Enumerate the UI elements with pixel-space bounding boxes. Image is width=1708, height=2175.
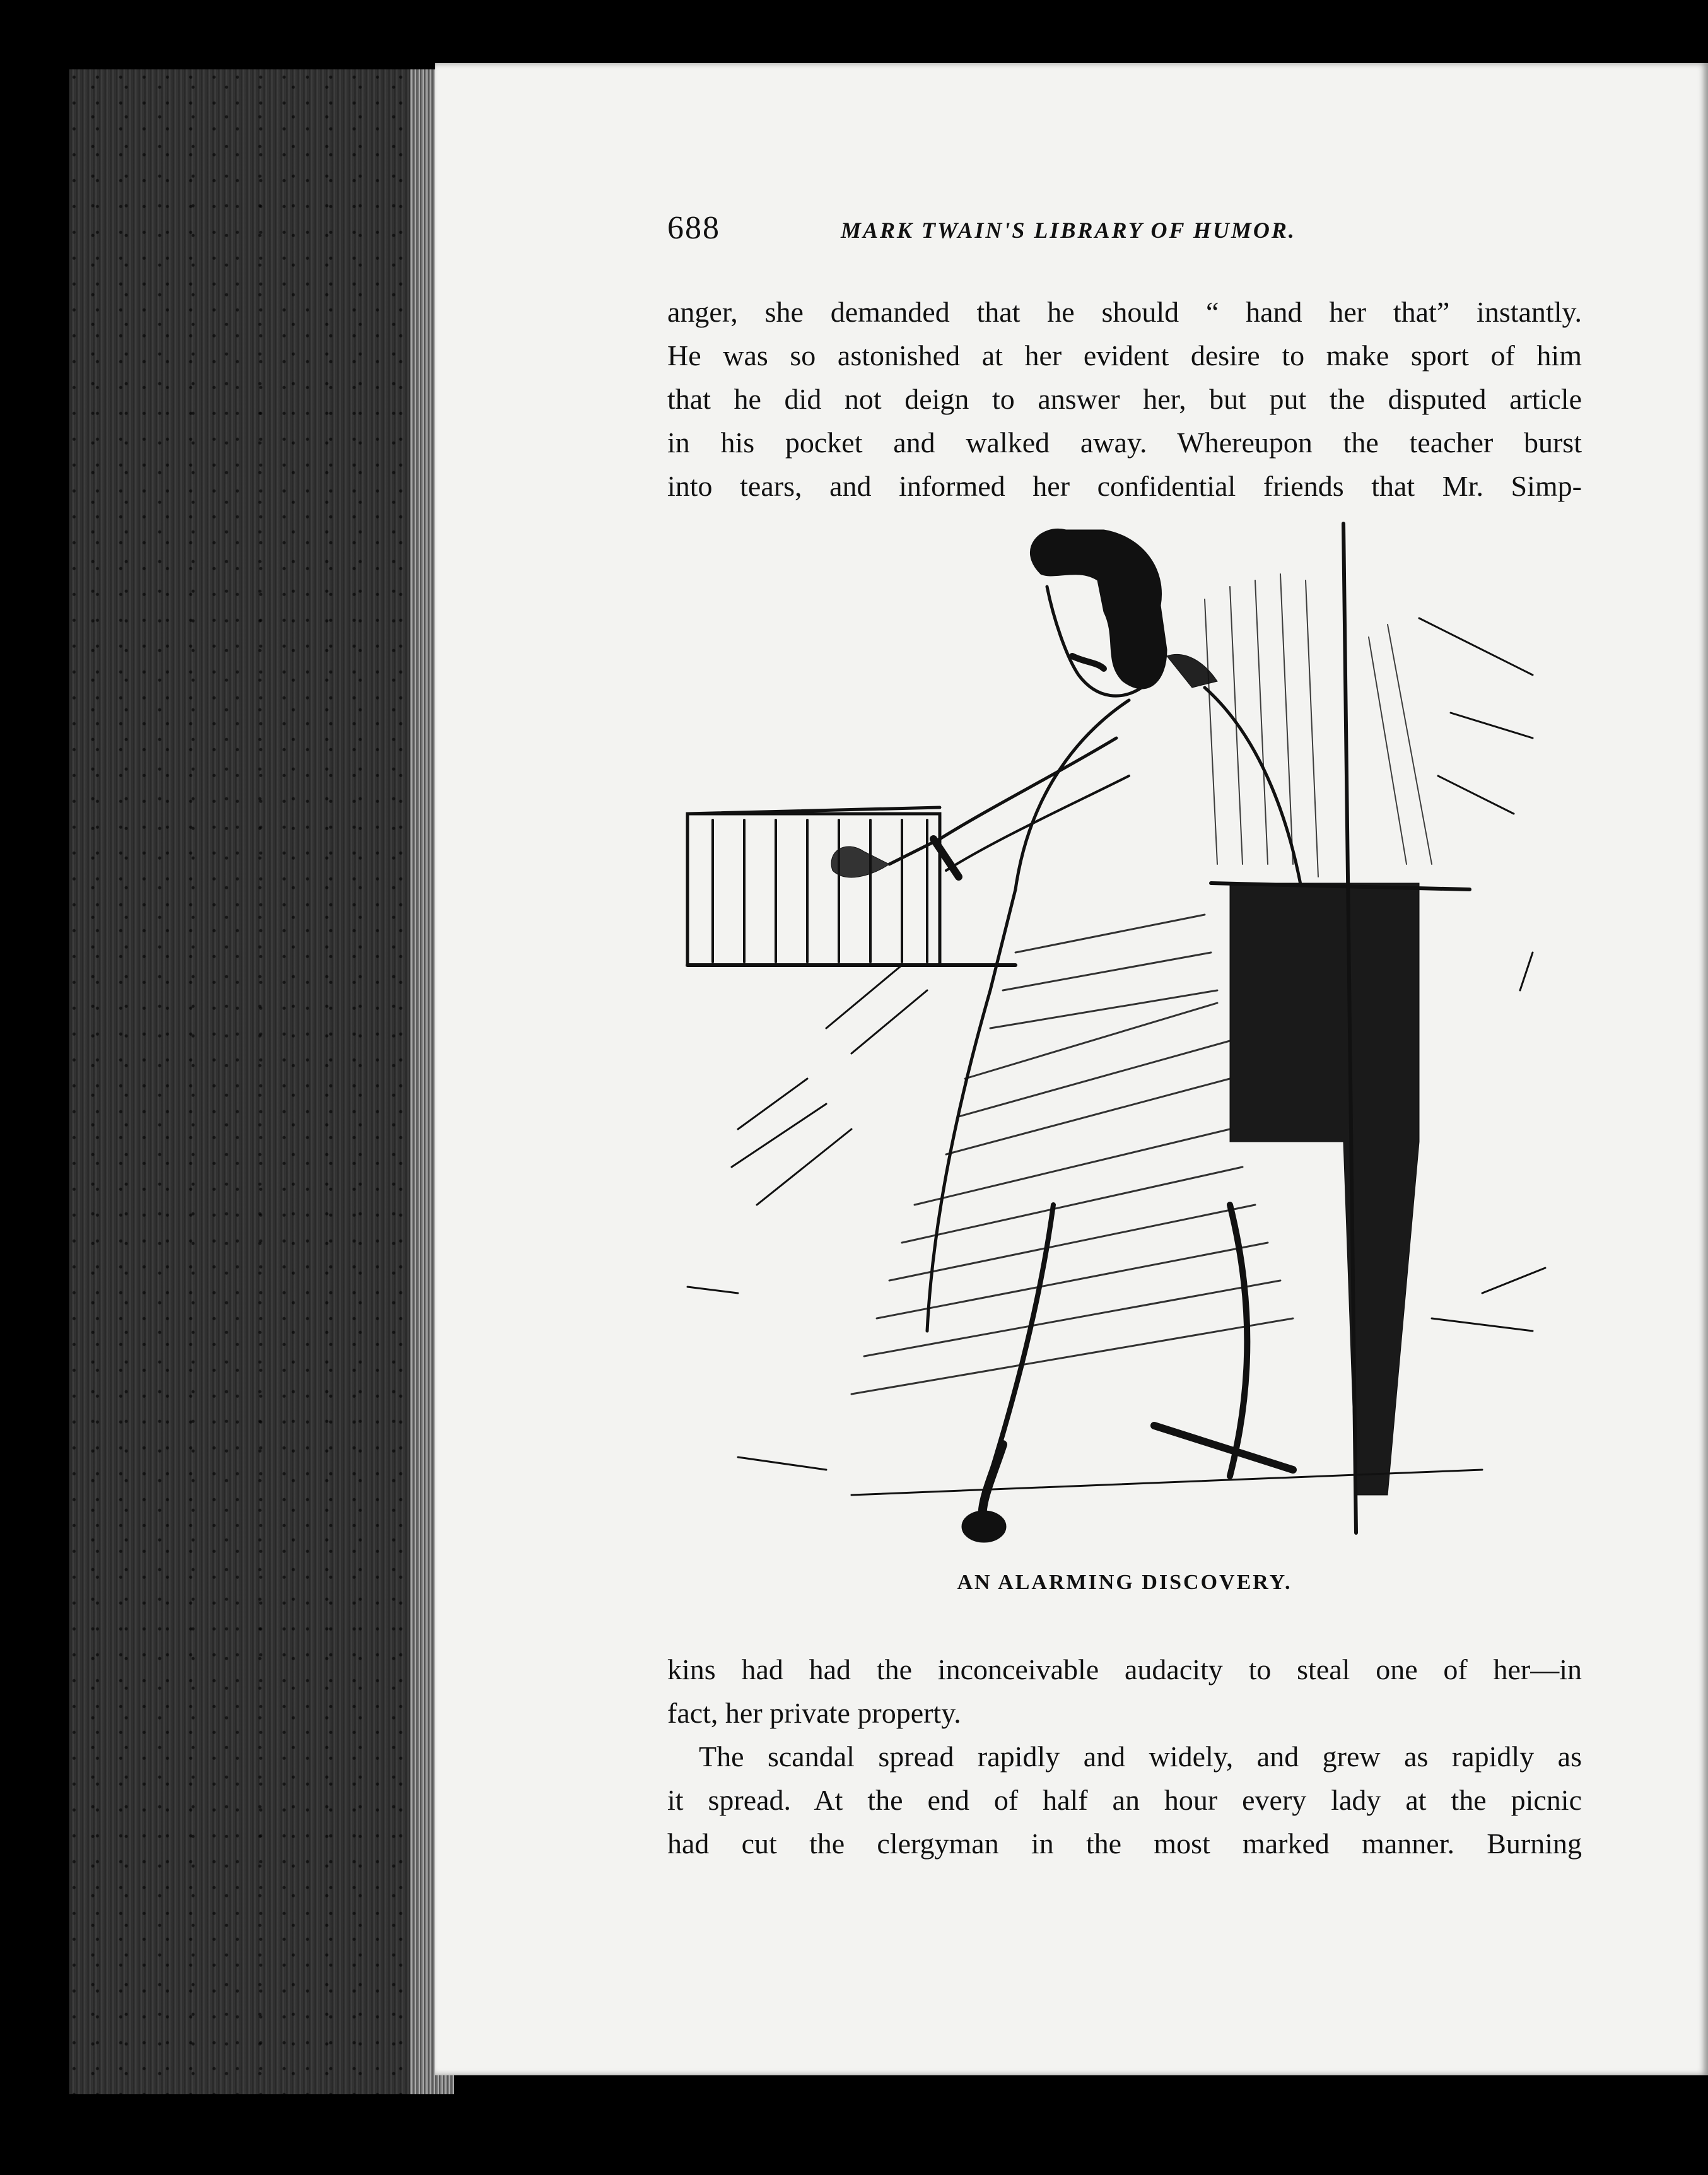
running-title: MARK TWAIN'S LIBRARY OF HUMOR. xyxy=(841,218,1296,243)
illustration-man-at-desk xyxy=(662,511,1583,1571)
text-line: anger, she demanded that he should “ hand her that” instantly. xyxy=(667,296,1582,328)
text-line: into tears, and informed her confidential friends that Mr. Simp- xyxy=(667,470,1582,502)
text-line: had cut the clergyman in the most marked manner. Burning xyxy=(667,1827,1582,1860)
text-line: that he did not deign to answer her, but put the disputed article xyxy=(667,383,1582,415)
text-line: it spread. At the end of half an hour every lady at the picnic xyxy=(667,1784,1582,1816)
text-line: in his pocket and walked away. Whereupon the teacher burst xyxy=(667,426,1582,459)
text-line: fact, her private property. xyxy=(667,1697,961,1729)
bottom-paragraphs xyxy=(667,1648,1582,1865)
top-paragraph xyxy=(667,290,1582,508)
text-line: He was so astonished at her evident desire to make sport of him xyxy=(667,339,1582,372)
book-spine-edge xyxy=(69,69,454,2094)
page-header xyxy=(667,209,1413,260)
text-line: kins had had the inconceivable audacity to steal one of her—in xyxy=(667,1653,1582,1685)
page-number: 688 xyxy=(667,210,720,246)
figure-caption: AN ALARMING DISCOVERY. xyxy=(957,1571,1292,1594)
text-line: The scandal spread rapidly and widely, and grew as rapidly as xyxy=(699,1740,1582,1773)
